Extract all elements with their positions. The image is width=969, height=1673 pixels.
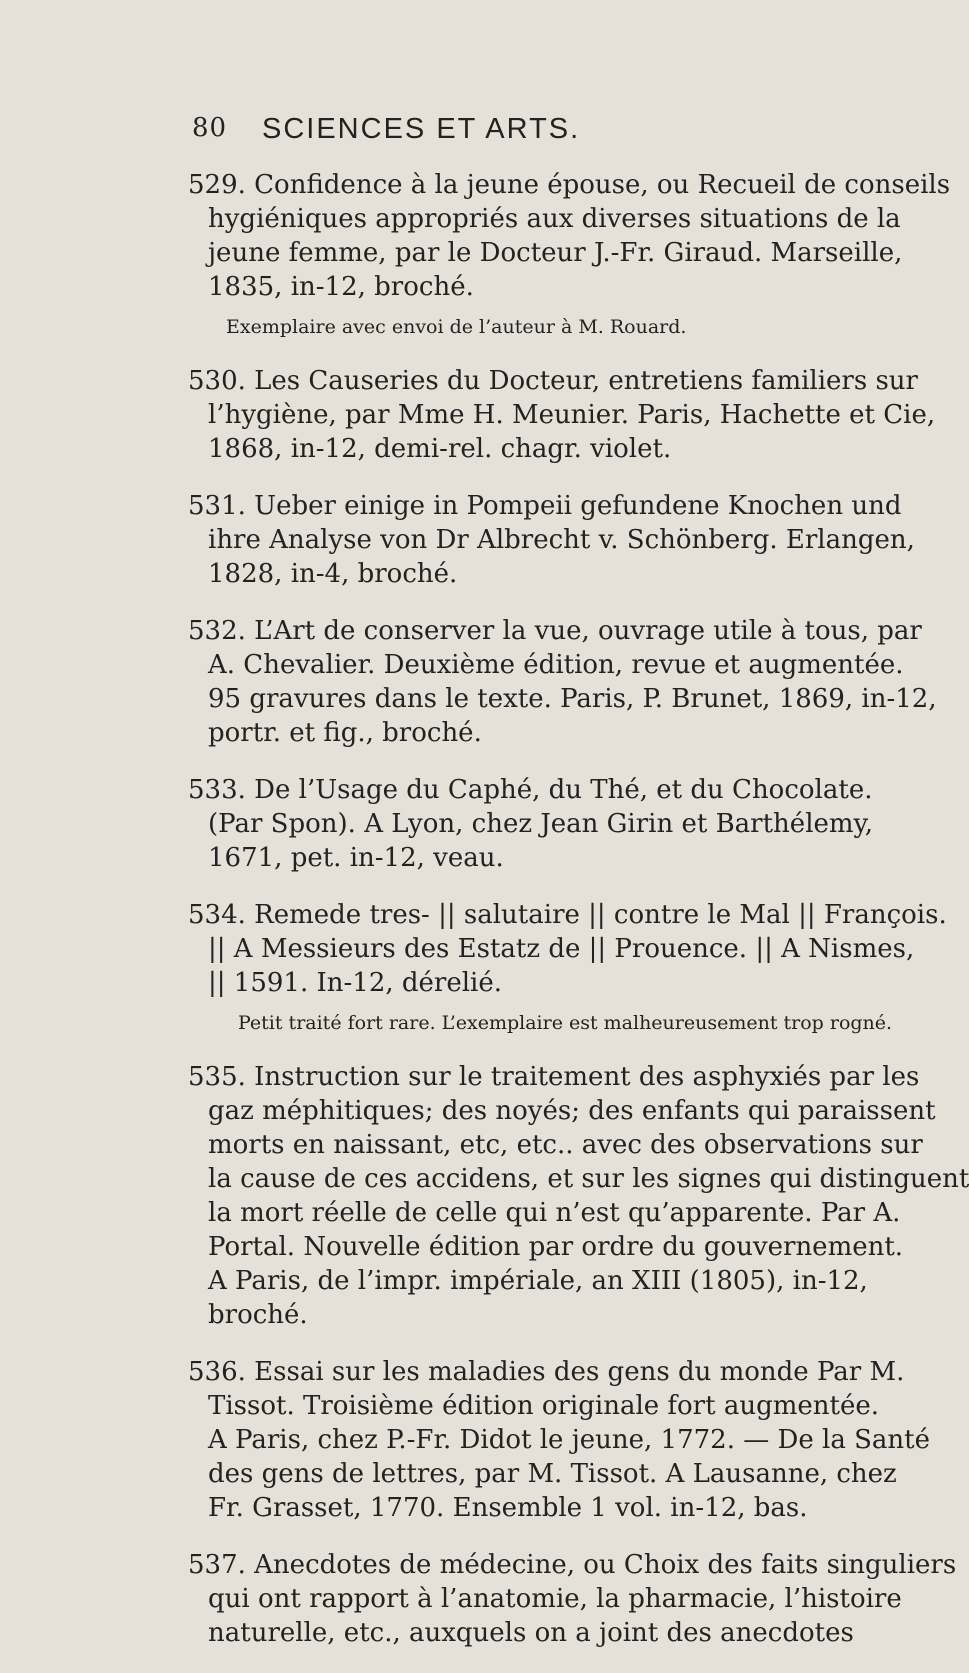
entry-line: 535. Instruction sur le traitement des asphyxiés par les [188,1062,920,1092]
entry-534 [188,898,947,1037]
entry-line: 530. Les Causeries du Docteur, entretiens familiers sur [188,366,918,396]
entry-line: des gens de lettres, par M. Tissot. A Lausanne, chez [208,1459,897,1489]
entry-line: 536. Essai sur les maladies des gens du monde Par M. [188,1357,905,1387]
entry-line: ihre Analyse von Dr Albrecht v. Schönberg. Erlangen, [208,525,915,555]
entry-line: la mort réelle de celle qui n’est qu’apparente. Par A. [208,1198,901,1228]
entry-536 [188,1355,930,1525]
entry-537 [188,1548,957,1650]
entry-line: || 1591. In-12, dérelié. [208,968,503,998]
entry-line: gaz méphitiques; des noyés; des enfants qui paraissent [208,1096,936,1126]
entry-535 [188,1060,969,1332]
catalogue-entries [188,168,969,1673]
entry-line: 1868, in-12, demi-rel. chagr. violet. [208,434,672,464]
entry-line: A Paris, de l’impr. impériale, an XIII (1805), in-12, [208,1266,868,1296]
entry-line: A Paris, chez P.-Fr. Didot le jeune, 1772. — De la Santé [208,1425,930,1455]
entry-line: 537. Anecdotes de médecine, ou Choix des faits singuliers [188,1550,957,1580]
page-header [0,113,800,153]
entry-line: l’hygiène, par Mme H. Meunier. Paris, Hachette et Cie, [208,400,936,430]
entry-line: || A Messieurs des Estatz de || Prouence. || A Nismes, [208,934,915,964]
entry-532 [188,614,937,750]
entry-line: 1828, in-4, broché. [208,559,458,589]
entry-line: la cause de ces accidens, et sur les signes qui distinguent [208,1164,969,1194]
entry-line: jeune femme, par le Docteur J.-Fr. Giraud. Marseille, [208,238,903,268]
entry-note: Exemplaire avec envoi de l’auteur à M. Rouard. [226,316,687,338]
entry-529 [188,168,951,341]
entry-line: Fr. Grasset, 1770. Ensemble 1 vol. in-12, bas. [208,1493,808,1523]
entry-line: (Par Spon). A Lyon, chez Jean Girin et Barthélemy, [208,809,874,839]
running-title: SCIENCES ET ARTS. [262,113,581,145]
entry-line: morts en naissant, etc, etc.. avec des observations sur [208,1130,923,1160]
entry-line: 533. De l’Usage du Caphé, du Thé, et du Chocolate. [188,775,873,805]
entry-line: qui ont rapport à l’anatomie, la pharmacie, l’histoire [208,1584,902,1614]
entry-note: Petit traité fort rare. L’exemplaire est malheureusement trop rogné. [238,1012,893,1034]
entry-line: 531. Ueber einige in Pompeii gefundene Knochen und [188,491,902,521]
entry-line: portr. et fig., broché. [208,718,482,748]
entry-533 [188,773,874,875]
entry-line: broché. [208,1300,308,1330]
entry-line: 95 gravures dans le texte. Paris, P. Brunet, 1869, in-12, [208,684,937,714]
entry-line: 534. Remede tres- || salutaire || contre le Mal || François. [188,900,947,930]
entry-530 [188,364,936,466]
entry-line: 529. Confidence à la jeune épouse, ou Recueil de conseils [188,170,951,200]
entry-line: hygiéniques appropriés aux diverses situations de la [208,204,901,234]
entry-line: A. Chevalier. Deuxième édition, revue et augmentée. [208,650,904,680]
entry-line: Portal. Nouvelle édition par ordre du gouvernement. [208,1232,904,1262]
entry-line: naturelle, etc., auxquels on a joint des anecdotes [208,1618,854,1648]
entry-line: 532. L’Art de conserver la vue, ouvrage utile à tous, par [188,616,922,646]
page-number: 80 [192,113,228,143]
entry-line: Tissot. Troisième édition originale fort augmentée. [208,1391,879,1421]
entry-line: 1835, in-12, broché. [208,272,474,302]
entry-531 [188,489,915,591]
entry-line: 1671, pet. in-12, veau. [208,843,504,873]
